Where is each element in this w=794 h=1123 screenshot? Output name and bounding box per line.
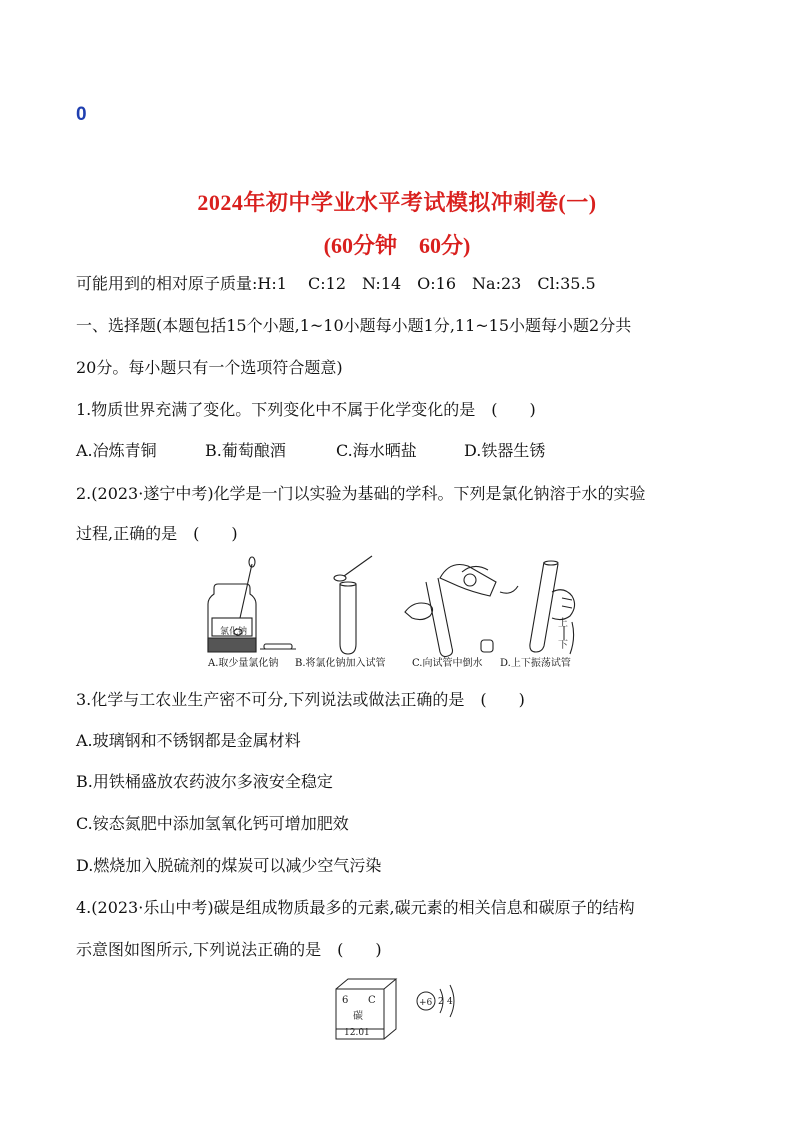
question-4-stem-line2: 示意图如图所示,下列说法正确的是 ( ) xyxy=(76,940,382,959)
question-3-stem: 3.化学与工农业生产密不可分,下列说法或做法正确的是 ( ) xyxy=(76,690,525,709)
question-2-stem-line1: 2.(2023·遂宁中考)化学是一门以实验为基础的学科。下列是氯化钠溶于水的实验 xyxy=(76,484,646,503)
test-tube-with-spoon-illustration xyxy=(334,556,372,654)
question-2-stem-line2: 过程,正确的是 ( ) xyxy=(76,524,238,543)
question-4-stem-line1: 4.(2023·乐山中考)碳是组成物质最多的元素,碳元素的相关信息和碳原子的结构 xyxy=(76,898,635,917)
page-number: 0 xyxy=(76,104,87,125)
figure-caption-d: D.上下振荡试管 xyxy=(500,658,571,669)
exam-title: 2024年初中学业水平考试模拟冲刺卷(一) xyxy=(197,190,597,215)
shell-1-electrons: 2 xyxy=(438,997,444,1007)
shake-label-up: 上 xyxy=(558,618,568,629)
question-1-option-d: D.铁器生锈 xyxy=(464,441,546,460)
nucleus-charge: +6 xyxy=(419,998,433,1008)
question-1-option-b: B.葡萄酿酒 xyxy=(205,441,286,460)
element-name: 碳 xyxy=(353,1011,363,1022)
figure-caption-b: B.将氯化钠加入试管 xyxy=(295,658,386,669)
question-1-option-c: C.海水晒盐 xyxy=(336,441,417,460)
element-symbol: C xyxy=(368,995,376,1006)
section-heading-line2: 20分。每小题只有一个选项符合题意) xyxy=(76,358,343,377)
shake-label-down: 下 xyxy=(558,640,568,651)
bottle-label: 氯化钠 xyxy=(220,627,248,637)
figure-caption-c: C.向试管中倒水 xyxy=(412,658,483,669)
shell-2-electrons: 4 xyxy=(447,997,453,1007)
figure-caption-a: A.取少量氯化钠 xyxy=(208,658,279,669)
question-3-option-c: C.铵态氮肥中添加氢氧化钙可增加肥效 xyxy=(76,814,349,833)
atomic-mass-line: 可能用到的相对原子质量:H:1 C:12 N:14 O:16 Na:23 Cl:35.5 xyxy=(76,274,596,293)
question-1-stem: 1.物质世界充满了变化。下列变化中不属于化学变化的是 ( ) xyxy=(76,400,536,419)
atomic-number: 6 xyxy=(342,995,349,1006)
atomic-mass: 12.01 xyxy=(344,1028,370,1038)
question-3-option-d: D.燃烧加入脱硫剂的煤炭可以减少空气污染 xyxy=(76,856,382,875)
question-1-option-a: A.冶炼青铜 xyxy=(76,441,157,460)
section-heading-line1: 一、选择题(本题包括15个小题,1~10小题每小题1分,11~15小题每小题2分共 xyxy=(76,316,632,335)
question-3-option-b: B.用铁桶盛放农药波尔多液安全稳定 xyxy=(76,772,333,791)
pouring-water-illustration xyxy=(405,565,518,657)
lab-procedure-figure xyxy=(200,552,600,670)
reagent-bottle-illustration xyxy=(208,557,296,652)
carbon-element-figure xyxy=(330,975,470,1043)
exam-subtitle: (60分钟 60分) xyxy=(323,233,471,258)
question-3-option-a: A.玻璃钢和不锈钢都是金属材料 xyxy=(76,731,301,750)
